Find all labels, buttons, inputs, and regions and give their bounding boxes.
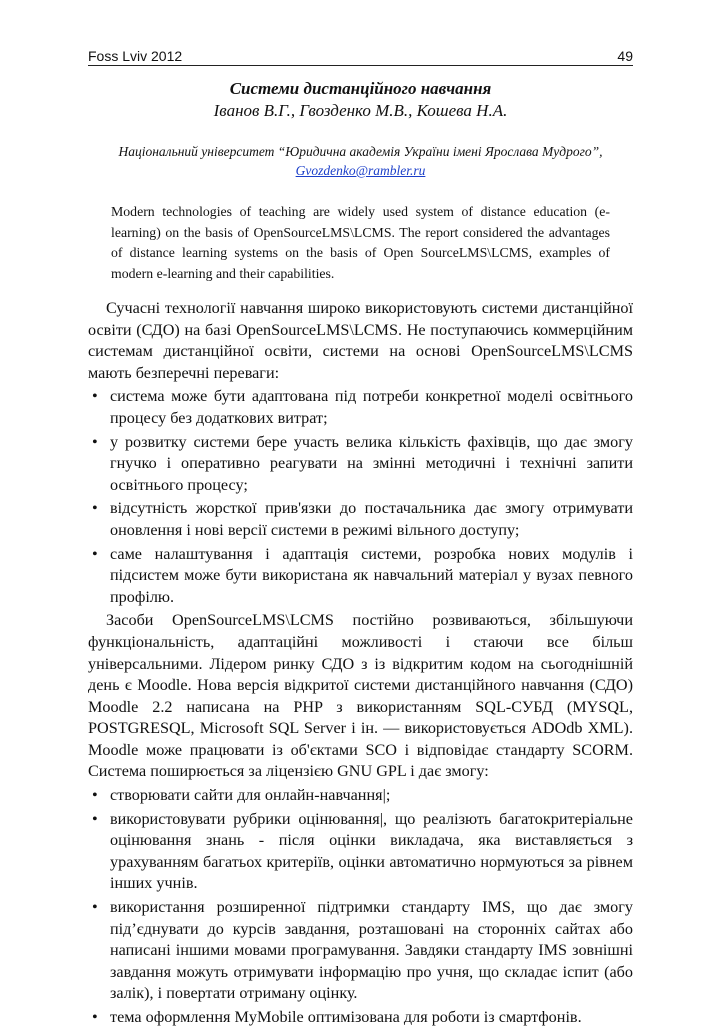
list-item <box>88 1007 633 1029</box>
page-number: 49 <box>617 48 633 64</box>
bullet-symbol: • <box>92 499 98 518</box>
advantages-list <box>88 386 633 608</box>
bullet-symbol: • <box>92 1008 98 1026</box>
list-item-text: створювати сайти для онлайн-навчання|; <box>110 786 391 805</box>
list-item <box>88 498 633 541</box>
bullet-symbol: • <box>92 387 98 406</box>
list-item-text: використовувати рубрики оцінювання|, що реалізють багатокритеріальне оцінювання знань - після оцінки викладача, яка виставляється з урахуванням багатьох критеріїв, оцінки автоматично нормуються за рівнем інших учнів. <box>110 809 633 893</box>
affiliation <box>88 142 633 180</box>
bullet-symbol: • <box>92 786 98 805</box>
paper-authors: Іванов В.Г., Гвозденко М.В., Кошева Н.А. <box>213 101 508 120</box>
list-item-text: саме налаштування і адаптація системи, розробка нових модулів і підсистем може бути використана як навчальний матеріал у вузах певного профілю. <box>110 544 633 606</box>
list-item <box>88 785 633 807</box>
paper-body <box>88 298 633 1029</box>
paper-title: Системи дистанційного навчання <box>229 79 492 98</box>
list-item-text: відсутність жорсткої прив'язки до постачальника дає змогу отримувати оновлення і нові версії системи в режимі вільного доступу; <box>110 499 633 539</box>
bullet-symbol: • <box>92 898 98 917</box>
list-item-text: використання розширенної підтримки стандарту IMS, що дає змогу під’єднувати до курсів завдання, розташовані на сторонніх сайтах або написані іншими мовами програмування. Завдяки стандарту IMS зовнішні завдання можуть отримувати інформацію про учня, що складає іспит (або залік), і повертати отриману оцінку. <box>110 898 633 1003</box>
bullet-symbol: • <box>92 809 98 828</box>
list-item-text: у розвитку системи бере участь велика кількість фахівців, що дає змогу гнучко і оперативно реагувати на змінні методичні і технічні запити освітнього процесу; <box>110 432 633 494</box>
list-item-text: тема оформлення MyMobile оптимізована для роботи із смартфонів. <box>110 1008 582 1026</box>
intro-paragraph: Сучасні технології навчання широко використовують системи дистанційної освіти (СДО) на базі OpenSourceLMS\LCMS. Не поступаючись коммерційним системам дистанційної освіти, системи на основі OpenSourceLMS\LCMS мають безперечні переваги: <box>88 299 633 382</box>
list-item-text: система може бути адаптована під потреби конкретної моделі освітнього процесу без додаткових витрат; <box>110 387 633 427</box>
affiliation-text: Національний університет “Юридична академія України імені Ярослава Мудрого”, <box>118 144 603 159</box>
conference-name: Foss Lviv 2012 <box>88 48 183 64</box>
list-item <box>88 809 633 895</box>
list-item <box>88 897 633 1005</box>
author-email-link[interactable]: Gvozdenko@rambler.ru <box>295 163 426 178</box>
list-item <box>88 386 633 429</box>
list-item <box>88 432 633 497</box>
bullet-symbol: • <box>92 432 98 451</box>
running-header <box>88 48 633 66</box>
abstract: Modern technologies of teaching are widely used system of distance education (e-learning) on the basis of OpenSourceLMS\LCMS. The report considered the advantages of distance learning systems on the basis of Open SourceLMS\LCMS, examples of modern e-learning and their capabilities. <box>111 204 610 281</box>
paper-page <box>88 48 633 1029</box>
bullet-symbol: • <box>92 544 98 563</box>
moodle-paragraph: Засоби OpenSourceLMS\LCMS постійно розвиваються, збільшуючи функціональність, адаптаційні можливості і стаючи все більш універсальними. Лідером ринку СДО з із відкритим кодом на сьогоднішній день є Moodle. Нова версія відкритої системи дистанційного навчання (СДО) Moodle 2.2 написана на PHP з використанням SQL-СУБД (MYSQL, POSTGRESQL, Microsoft SQL Server і ін. — використовується ADOdb XML). Moodle може працювати із об'єктами SCO і відповідає стандарту SCORM. Система поширюється за ліцензією GNU GPL і дає змогу: <box>88 611 633 781</box>
list-item <box>88 544 633 609</box>
moodle-features-list <box>88 785 633 1029</box>
